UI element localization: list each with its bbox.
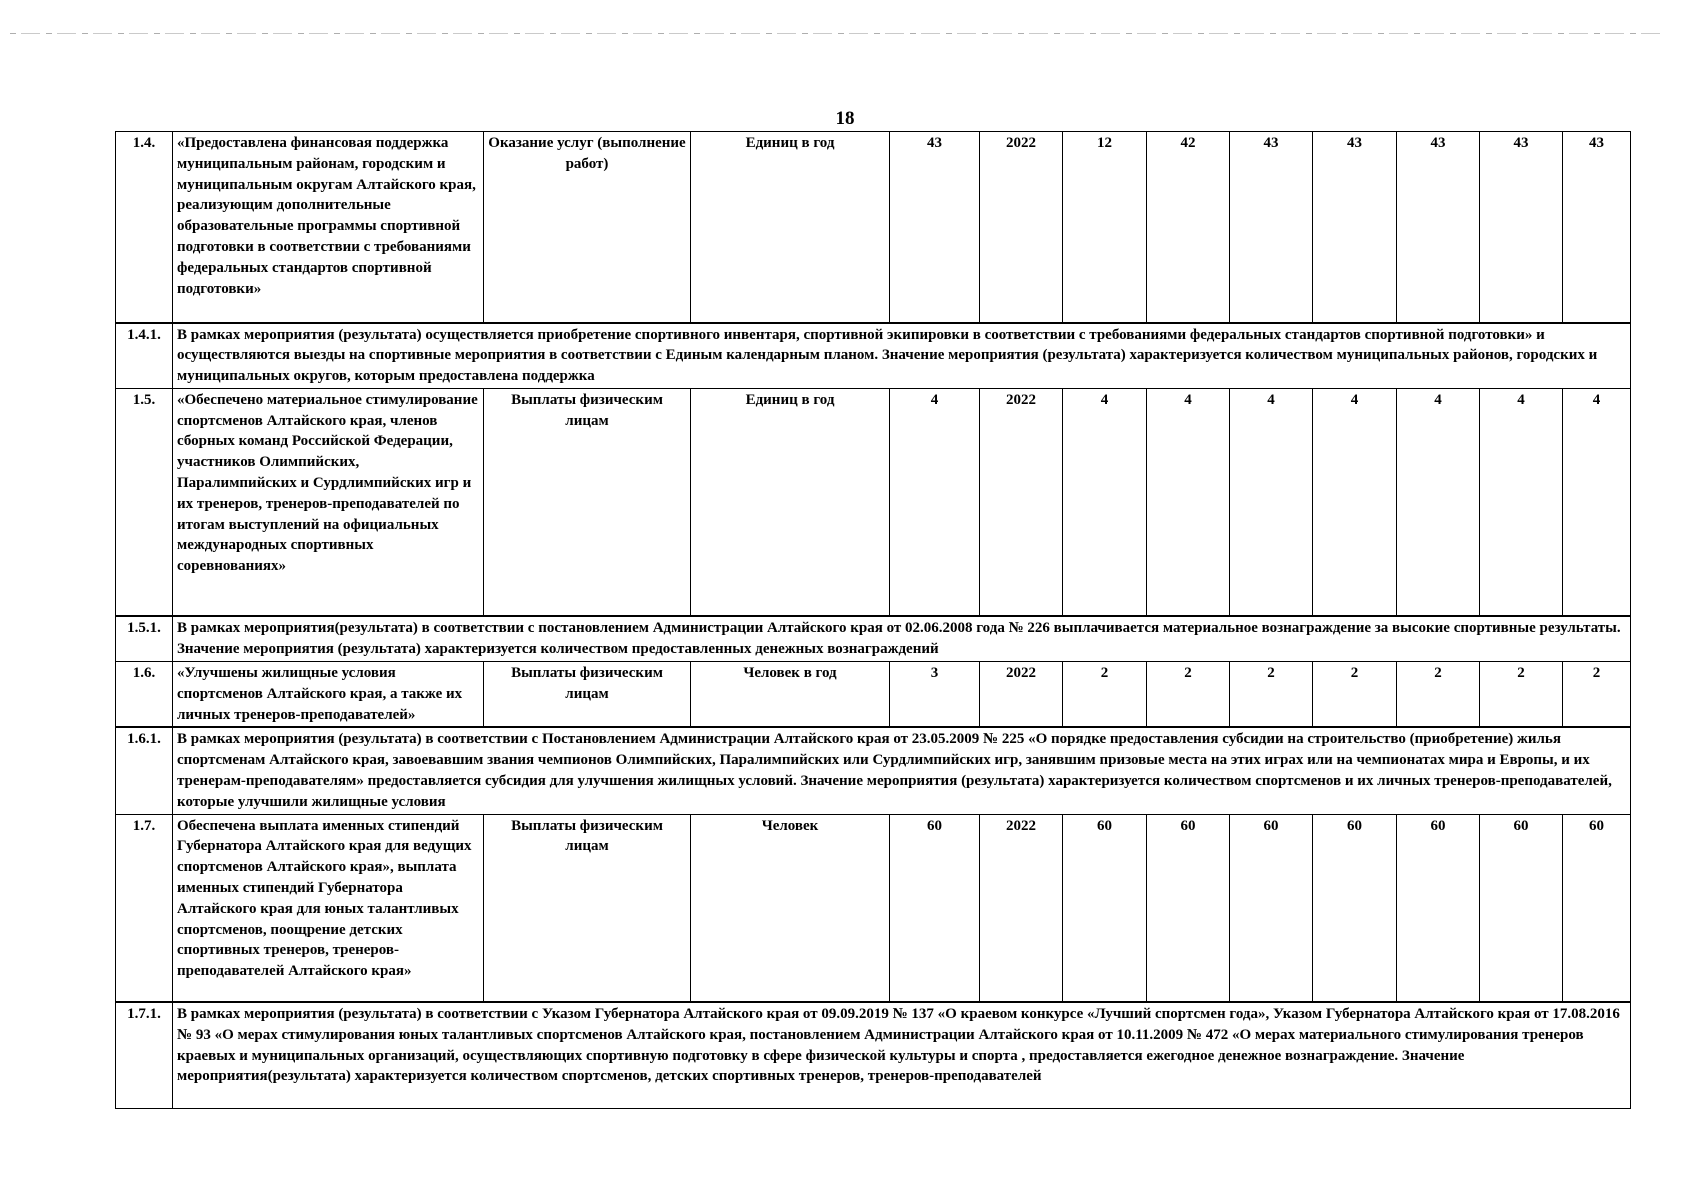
result-name: «Улучшены жилищные условия спортсменов Алтайского края, а также их личных тренеров-преподавателей»: [173, 661, 484, 727]
unit-of-measure: Единиц в год: [691, 388, 890, 616]
base-value: 4: [890, 388, 980, 616]
row-number: 1.4.1.: [116, 323, 173, 389]
year-value: 4: [1147, 388, 1230, 616]
result-description: В рамках мероприятия (результата) осуществляется приобретение спортивного инвентаря, спортивной экипировки в соответствии с требованиями федеральных стандартов спортивной подготовки» и осуществляются выезды на спортивные мероприятия в соответствии с Единым календарным планом. Значение мероприятия (результата) характеризуется количеством муниципальных районов, городских и муниципальных округов, которым предоставлена поддержка: [173, 323, 1631, 389]
year-value: 12: [1063, 132, 1147, 323]
year-value: 4: [1480, 388, 1563, 616]
base-year: 2022: [980, 814, 1063, 1002]
result-description: В рамках мероприятия (результата) в соответствии с Постановлением Администрации Алтайского края от 23.05.2009 № 225 «О порядке предоставления субсидии на строительство (приобретение) жилья спортсменам Алтайского края, завоевавшим звания чемпионов Олимпийских, Паралимпийских или Сурдлимпийских игр, занявшим призовые места на этих играх или на чемпионатах мира и Европы, и их тренерам-преподавателям» предоставляется субсидия для улучшения жилищных условий. Значение мероприятия (результата) характеризуется количеством спортсменов и их личных тренеров-преподавателей, которые улучшили жилищные условия: [173, 727, 1631, 814]
unit-of-measure: Человек в год: [691, 661, 890, 727]
base-year: 2022: [980, 132, 1063, 323]
year-value: 60: [1063, 814, 1147, 1002]
table-row: [116, 323, 1631, 389]
result-name: Обеспечена выплата именных стипендий Губернатора Алтайского края для ведущих спортсменов Алтайского края», выплата именных стипендий Губернатора Алтайского края для юных талантливых спортсменов, поощрение детских спортивных тренеров, тренеров-преподавателей Алтайского края»: [173, 814, 484, 1002]
result-type: Выплаты физическим лицам: [484, 814, 691, 1002]
year-value: 43: [1480, 132, 1563, 323]
year-value: 4: [1230, 388, 1313, 616]
row-number: 1.5.: [116, 388, 173, 616]
table-row: [116, 388, 1631, 616]
row-number: 1.7.: [116, 814, 173, 1002]
year-value: 43: [1230, 132, 1313, 323]
table-row: [116, 814, 1631, 1002]
year-value: 60: [1230, 814, 1313, 1002]
year-value: 60: [1397, 814, 1480, 1002]
year-value: 60: [1480, 814, 1563, 1002]
year-value: 60: [1313, 814, 1397, 1002]
table-row: [116, 616, 1631, 661]
year-value: 60: [1147, 814, 1230, 1002]
year-value: 60: [1563, 814, 1631, 1002]
table-row: [116, 661, 1631, 727]
year-value: 4: [1397, 388, 1480, 616]
result-type: Выплаты физическим лицам: [484, 388, 691, 616]
row-number: 1.7.1.: [116, 1002, 173, 1108]
year-value: 2: [1063, 661, 1147, 727]
row-number: 1.6.: [116, 661, 173, 727]
row-number: 1.4.: [116, 132, 173, 323]
scan-artifact-line: [10, 33, 1660, 34]
year-value: 2: [1397, 661, 1480, 727]
year-value: 4: [1313, 388, 1397, 616]
base-year: 2022: [980, 661, 1063, 727]
result-description: В рамках мероприятия(результата) в соответствии с постановлением Администрации Алтайского края от 02.06.2008 года № 226 выплачивается материальное вознаграждение за высокие спортивные результаты. Значение мероприятия (результата) характеризуется количеством предоставленных денежных вознаграждений: [173, 616, 1631, 661]
year-value: 2: [1147, 661, 1230, 727]
year-value: 43: [1397, 132, 1480, 323]
year-value: 2: [1563, 661, 1631, 727]
year-value: 43: [1563, 132, 1631, 323]
year-value: 4: [1563, 388, 1631, 616]
unit-of-measure: Единиц в год: [691, 132, 890, 323]
year-value: 4: [1063, 388, 1147, 616]
base-value: 3: [890, 661, 980, 727]
unit-of-measure: Человек: [691, 814, 890, 1002]
result-type: Оказание услуг (выполнение работ): [484, 132, 691, 323]
base-value: 60: [890, 814, 980, 1002]
year-value: 2: [1480, 661, 1563, 727]
row-number: 1.6.1.: [116, 727, 173, 814]
table-row: [116, 727, 1631, 814]
year-value: 2: [1313, 661, 1397, 727]
year-value: 43: [1313, 132, 1397, 323]
row-number: 1.5.1.: [116, 616, 173, 661]
base-year: 2022: [980, 388, 1063, 616]
base-value: 43: [890, 132, 980, 323]
table-row: [116, 1002, 1631, 1108]
result-type: Выплаты физическим лицам: [484, 661, 691, 727]
result-name: «Предоставлена финансовая поддержка муниципальным районам, городским и муниципальным округам Алтайского края, реализующим дополнительные образовательные программы спортивной подготовки в соответствии с требованиями федеральных стандартов спортивной подготовки»: [173, 132, 484, 323]
page-number: 18: [835, 108, 855, 129]
year-value: 2: [1230, 661, 1313, 727]
result-name: «Обеспечено материальное стимулирование спортсменов Алтайского края, членов сборных команд Российской Федерации, участников Олимпийских, Паралимпийских и Сурдлимпийских игр и их тренеров, тренеров-преподавателей по итогам выступлений на официальных международных спортивных соревнованиях»: [173, 388, 484, 616]
result-description: В рамках мероприятия (результата) в соответствии с Указом Губернатора Алтайского края от 09.09.2019 № 137 «О краевом конкурсе «Лучший спортсмен года», Указом Губернатора Алтайского края от 17.08.2016 № 93 «О мерах стимулирования юных талантливых спортсменов Алтайского края, постановлением Администрации Алтайского края от 10.11.2009 № 472 «О мерах материального стимулирования тренеров краевых и муниципальных организаций, осуществляющих спортивную подготовку в сфере физической культуры и спорта , предоставляется ежегодное денежное вознаграждение. Значение мероприятия(результата) характеризуется количеством спортсменов, детских спортивных тренеров, тренеров-преподавателей: [173, 1002, 1631, 1108]
year-value: 42: [1147, 132, 1230, 323]
indicators-table: [115, 131, 1631, 1109]
table-row: [116, 132, 1631, 323]
